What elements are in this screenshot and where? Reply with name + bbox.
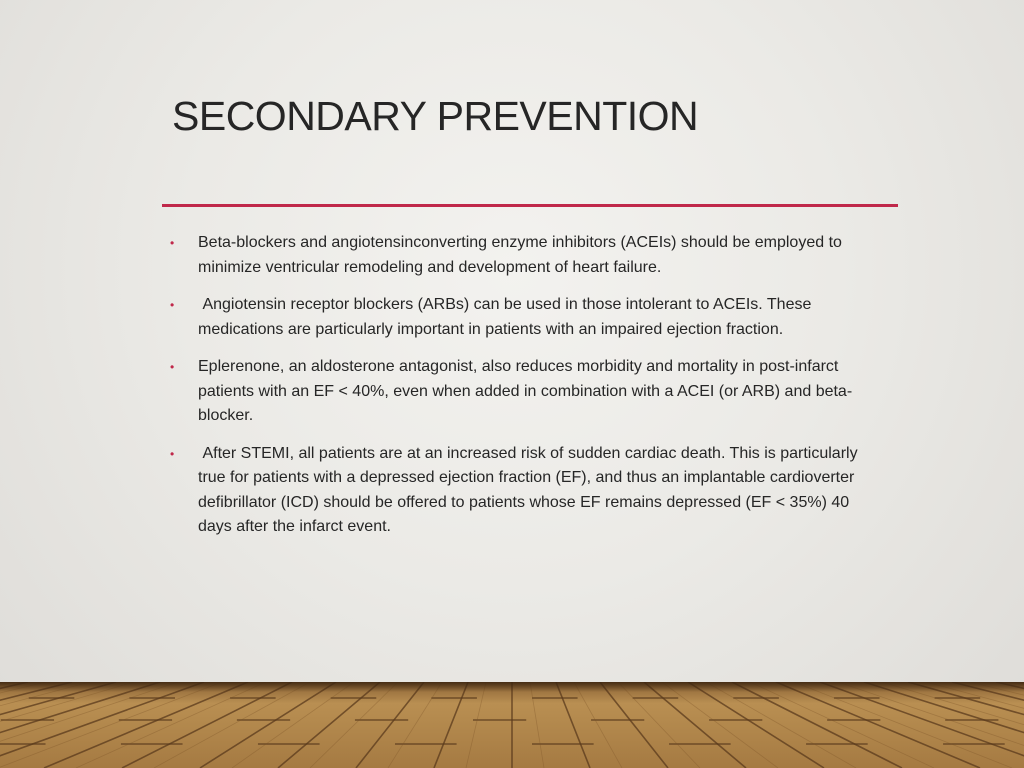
bullet-icon: • bbox=[170, 360, 175, 374]
bullet-icon: • bbox=[170, 446, 175, 461]
bullet-item bbox=[168, 355, 878, 429]
slide-title: SECONDARY PREVENTION bbox=[172, 93, 699, 139]
bullet-text: After STEMI, all patients are at an increased risk of sudden cardiac death. This is particularly true for patients with a depressed ejection fraction (EF), and thus an implantable cardioverter defibrillator (ICD) should be offered to patients whose EF remains depressed (EF < 35%) 40 days after the infarct event. bbox=[198, 444, 858, 535]
title-divider bbox=[162, 204, 898, 207]
bullet-item bbox=[168, 231, 878, 280]
bullet-text: Angiotensin receptor blockers (ARBs) can be used in those intolerant to ACEIs. These medications are particularly important in patients with an impaired ejection fraction. bbox=[198, 296, 812, 338]
bullet-icon: • bbox=[170, 236, 175, 250]
bullet-text: Eplerenone, an aldosterone antagonist, also reduces morbidity and mortality in post-infarct patients with an EF < 40%, even when added in combination with a ACEI (or ARB) and beta-blocker. bbox=[198, 358, 853, 424]
bullet-item bbox=[168, 442, 878, 540]
bullet-icon: • bbox=[170, 298, 175, 312]
wood-floor bbox=[0, 682, 1024, 768]
bullet-list bbox=[168, 231, 878, 553]
bullet-item bbox=[168, 293, 878, 342]
bullet-text: Beta-blockers and angiotensinconverting enzyme inhibitors (ACEIs) should be employed to minimize ventricular remodeling and development of heart failure. bbox=[198, 234, 842, 276]
